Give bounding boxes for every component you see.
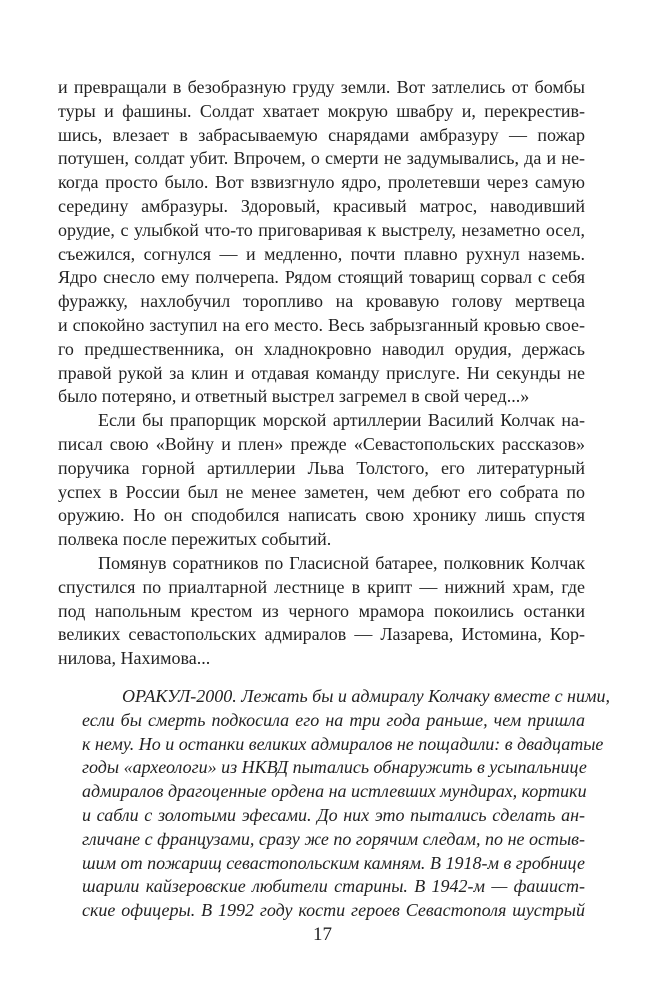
text-line: когда просто было. Вот взвизгнуло ядро, пролетевши через самую (58, 172, 585, 193)
text-line: туры и фашины. Солдат хватает мокрую швабру и, перекрестив- (58, 100, 585, 121)
text-line: правой рукой за клин и отдавая команду прислуге. Ни секунды не (58, 362, 585, 383)
page-body (58, 76, 610, 923)
text-line: ОРАКУЛ-2000. Лежать бы и адмиралу Колчаку вместе с ними, (122, 685, 610, 706)
text-line: и превращали в безобразную груду земли. Вот затлелись от бомбы (58, 77, 585, 97)
section-gap (58, 671, 585, 685)
text-line: годы «археологи» из НКВД пытались обнаружить в усыпальнице (82, 757, 587, 778)
text-line: писал свою «Войну и плен» прежде «Севастопольских рассказов» (58, 433, 585, 454)
text-line: и сабли с золотыми эфесами. До них это пытались сделать ан- (82, 804, 585, 825)
text-line: оружию. Но он сподобился написать свою хронику лишь спустя (58, 505, 585, 526)
text-line: под напольным крестом из черного мрамора покоились останки (58, 600, 585, 621)
text-line: го предшественника, он хладнокровно наводил орудия, держась (58, 338, 585, 359)
text-line: и спокойно заступил на его место. Весь забрызганный кровью свое- (58, 314, 585, 335)
text-line: спустился по приалтарной лестнице в крипт — нижний храм, где (58, 576, 585, 597)
text-line: Если бы прапорщик морской артиллерии Василий Колчак на- (98, 410, 585, 431)
text-line: середину амбразуры. Здоровый, красивый матрос, наводивший (58, 195, 585, 216)
text-line: потушен, солдат убит. Впрочем, о смерти не задумывались, да и не- (58, 148, 585, 169)
text-line: к нему. Но и останки великих адмиралов не пощадили: в двадцатые (82, 733, 604, 754)
text-line: шись, влезает в забрасываемую снарядами амбразуру — пожар (58, 124, 585, 145)
text-line: великих севастопольских адмиралов — Лазарева, Истомина, Кор- (58, 624, 585, 645)
text-line: Ядро снесло ему полчерепа. Рядом стоящий товарищ сорвал с себя (58, 267, 585, 288)
text-line: орудие, с улыбкой что-то приговаривая к выстрелу, незаметно осел, (58, 219, 585, 240)
text-line: Помянув соратников по Гласисной батарее, полковник Колчак (98, 552, 585, 573)
text-line: шим от пожарищ севастопольским камням. В 1918-м в гробнице (82, 852, 585, 873)
text-line: фуражку, нахлобучил торопливо на кровавую голову мертвеца (58, 291, 585, 312)
text-line: гличане с французами, сразу же по горячим следам, по не остыв- (82, 828, 585, 849)
text-line: шарили кайзеровские любители старины. В 1942-м — фашист- (82, 876, 585, 897)
oracle-commentary (58, 685, 610, 923)
text-line: если бы смерть подкосила его на три года раньше, чем пришла (82, 709, 585, 730)
text-line: поручика горной артиллерии Льва Толстого, его литературный (58, 457, 585, 478)
paragraph (58, 409, 585, 552)
text-line: съежился, согнулся — и медленно, почти плавно рухнул наземь. (58, 243, 585, 264)
page-number: 17 (313, 924, 332, 945)
paragraph (58, 552, 585, 671)
text-line: нилова, Нахимова... (58, 648, 211, 669)
text-line: адмиралов драгоценные ордена на истлевших мундирах, кортики (82, 781, 587, 802)
text-line: успех в России был не менее заметен, чем дебют его собрата по (58, 481, 585, 502)
text-line: ские офицеры. В 1992 году кости героев Севастополя шустрый (82, 900, 585, 921)
paragraph (58, 76, 585, 409)
text-line: полвека после пережитых событий. (58, 529, 332, 550)
text-line: было потеряно, и ответный выстрел загремел в свой черед...» (58, 386, 530, 407)
